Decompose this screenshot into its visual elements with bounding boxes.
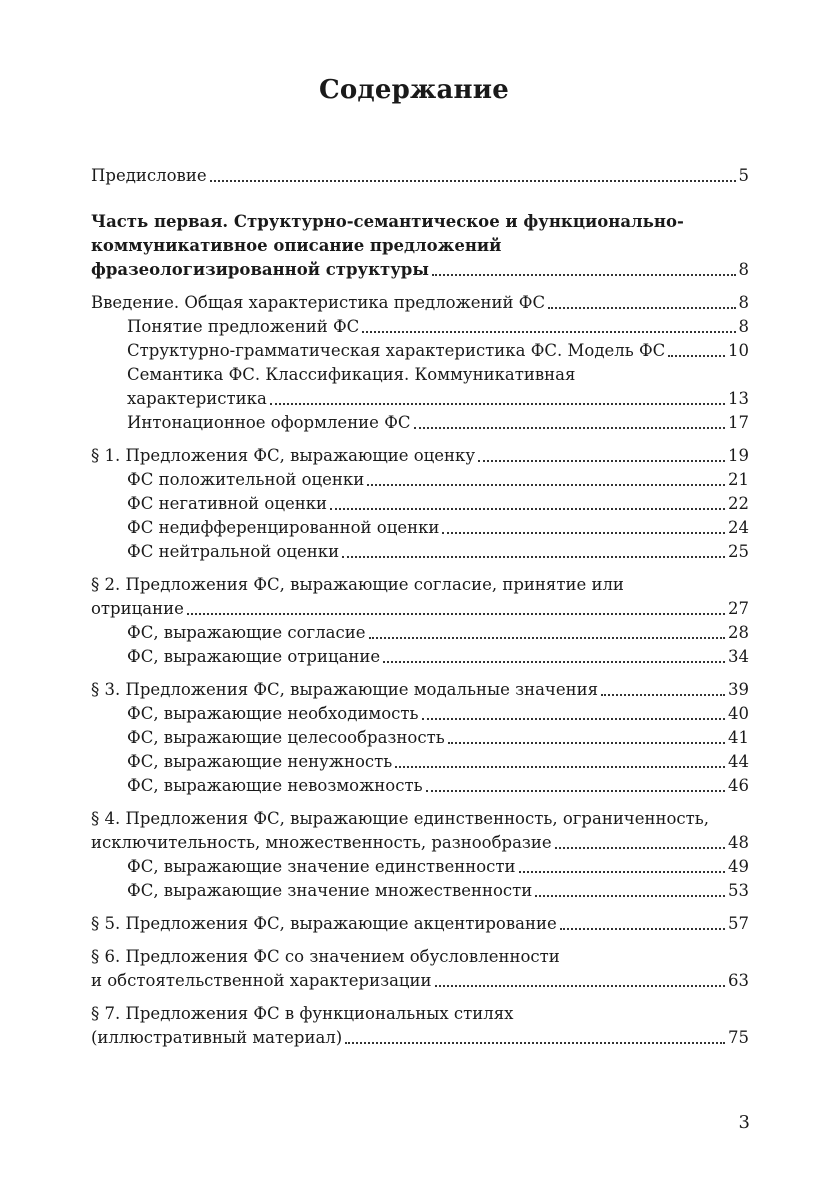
toc-subentry[interactable]	[91, 855, 749, 879]
toc-subentry[interactable]	[91, 492, 749, 516]
toc-entry-line	[91, 234, 749, 258]
toc-entry-label: отрицание	[91, 599, 184, 618]
toc-entry-line	[91, 831, 749, 855]
toc-entry-label: ФС положительной оценки	[127, 470, 365, 489]
toc-entry-page: 10	[728, 341, 749, 360]
toc-entry-section-1[interactable]	[91, 444, 749, 468]
toc-entry-line	[91, 210, 749, 234]
toc-entry-label: ФС, выражающие целесообразность	[127, 728, 445, 747]
toc-subentry[interactable]	[91, 411, 749, 435]
toc-entry-page: 13	[728, 389, 749, 408]
toc-entry-line	[91, 945, 749, 969]
toc-subentry[interactable]	[91, 750, 749, 774]
toc-entry-label: § 1. Предложения ФС, выражающие оценку	[91, 446, 476, 465]
dot-leader	[330, 508, 725, 510]
toc-entry-page: 75	[728, 1028, 749, 1047]
dot-leader	[519, 871, 725, 873]
dot-leader	[210, 180, 736, 182]
toc-entry-page: 46	[728, 776, 749, 795]
toc-entry-page: 49	[728, 857, 749, 876]
dot-leader	[362, 331, 735, 333]
toc-entry-page: 27	[728, 599, 749, 618]
toc-subentry[interactable]	[91, 315, 749, 339]
toc-entry-page: 63	[728, 971, 749, 990]
toc-entry-label: исключительность, множественность, разнообразие	[91, 833, 552, 852]
toc-entry-line	[91, 387, 749, 411]
toc-entry-line	[91, 597, 749, 621]
toc-subentry[interactable]	[91, 726, 749, 750]
toc-entry-label: § 5. Предложения ФС, выражающие акцентирование	[91, 914, 557, 933]
toc-entry-label: характеристика	[127, 389, 267, 408]
toc-entry-label: (иллюстративный материал)	[91, 1028, 343, 1047]
dot-leader	[422, 718, 725, 720]
toc-entry-label: Семантика ФС. Классификация. Коммуникативная	[127, 365, 576, 384]
toc-entry-label: Введение. Общая характеристика предложений ФС	[91, 293, 546, 312]
dot-leader	[367, 484, 725, 486]
toc-entry-label: ФС, выражающие необходимость	[127, 704, 419, 723]
toc-entry-label: Понятие предложений ФС	[127, 317, 360, 336]
toc-subentry[interactable]	[91, 645, 749, 669]
toc-entry-page: 5	[738, 166, 749, 185]
toc-entry-label: ФС, выражающие значение единственности	[127, 857, 516, 876]
toc-entry-section-5[interactable]	[91, 912, 749, 936]
dot-leader	[560, 928, 725, 930]
page-title: Содержание	[318, 75, 510, 105]
toc-entry-line	[91, 1002, 749, 1026]
toc-entry-page: 8	[738, 260, 749, 279]
page-number: 3	[738, 1112, 750, 1133]
toc-entry-page: 28	[728, 623, 749, 642]
toc-entry-section-6[interactable]	[91, 945, 749, 993]
toc-entry-line	[91, 363, 749, 387]
toc-entry-page: 19	[728, 446, 749, 465]
toc-entry-label: ФС нейтральной оценки	[127, 542, 340, 561]
toc-entry-page: 17	[728, 413, 749, 432]
toc-entry-label: ФС недифференцированной оценки	[127, 518, 440, 537]
toc-entry-label: § 3. Предложения ФС, выражающие модальные значения	[91, 680, 599, 699]
toc-entry-label: ФС, выражающие согласие	[127, 623, 366, 642]
toc-entry-label: § 7. Предложения ФС в функциональных стилях	[91, 1004, 514, 1023]
toc-entry-label: фразеологизированной структуры	[91, 260, 429, 279]
toc-entry-page: 34	[728, 647, 749, 666]
dot-leader	[668, 355, 725, 357]
toc-entry-label: и обстоятельственной характеризации	[91, 971, 432, 990]
toc-entry-label: § 6. Предложения ФС со значением обусловленности	[91, 947, 560, 966]
dot-leader	[187, 613, 725, 615]
toc-entry-label: Предисловие	[91, 166, 207, 185]
toc-part-one[interactable]	[91, 210, 749, 282]
toc-subentry[interactable]	[91, 339, 749, 363]
dot-leader	[369, 637, 725, 639]
dot-leader	[345, 1042, 725, 1044]
toc-entry-label: коммуникативное описание предложений	[91, 236, 502, 255]
toc-entry-page: 48	[728, 833, 749, 852]
dot-leader	[414, 427, 725, 429]
toc-subentry[interactable]	[91, 774, 749, 798]
dot-leader	[435, 985, 725, 987]
toc-entry-label: ФС, выражающие ненужность	[127, 752, 393, 771]
toc-entry-label: § 2. Предложения ФС, выражающие согласие, принятие или	[91, 575, 624, 594]
dot-leader	[548, 307, 735, 309]
toc-entry-page: 39	[728, 680, 749, 699]
toc-subentry[interactable]	[91, 879, 749, 903]
dot-leader	[601, 694, 725, 696]
toc-entry-page: 22	[728, 494, 749, 513]
toc-entry-page: 8	[738, 293, 749, 312]
toc-subentry[interactable]	[91, 702, 749, 726]
toc-entry-page: 24	[728, 518, 749, 537]
toc-entry-line	[91, 1026, 749, 1050]
toc-entry-section-3[interactable]	[91, 678, 749, 702]
toc-entry-line	[91, 573, 749, 597]
toc-entry-label: Часть первая. Структурно-семантическое и функционально-	[91, 212, 684, 231]
dot-leader	[395, 766, 725, 768]
toc-entry-page: 25	[728, 542, 749, 561]
toc-entry-label: ФС, выражающие значение множественности	[127, 881, 533, 900]
dot-leader	[342, 556, 725, 558]
toc-entry-introduction[interactable]	[91, 291, 749, 315]
toc-entry-line	[91, 807, 749, 831]
dot-leader	[432, 274, 736, 276]
toc-entry-label: Структурно-грамматическая характеристика ФС. Модель ФС	[127, 341, 666, 360]
toc-subentry[interactable]	[91, 540, 749, 564]
toc-entry-page: 21	[728, 470, 749, 489]
dot-leader	[448, 742, 725, 744]
dot-leader	[383, 661, 725, 663]
toc-subentry[interactable]	[91, 621, 749, 645]
toc-subentry[interactable]	[91, 363, 749, 411]
toc-entry-line	[91, 258, 749, 282]
dot-leader	[555, 847, 725, 849]
toc-entry-label: ФС негативной оценки	[127, 494, 328, 513]
toc-entry-page: 40	[728, 704, 749, 723]
toc-entry-label: ФС, выражающие отрицание	[127, 647, 381, 666]
toc-entry-label: ФС, выражающие невозможность	[127, 776, 423, 795]
dot-leader	[478, 460, 725, 462]
toc-entry-section-4[interactable]	[91, 807, 749, 855]
toc-entry-line	[91, 969, 749, 993]
toc-entry-section-7[interactable]	[91, 1002, 749, 1050]
toc-entry-section-2[interactable]	[91, 573, 749, 621]
toc-entry-page: 44	[728, 752, 749, 771]
toc-subentry[interactable]	[91, 468, 749, 492]
dot-leader	[270, 403, 725, 405]
dot-leader	[426, 790, 725, 792]
toc-subentry[interactable]	[91, 516, 749, 540]
table-of-contents	[91, 164, 749, 1050]
dot-leader	[442, 532, 725, 534]
dot-leader	[535, 895, 725, 897]
toc-entry-page: 53	[728, 881, 749, 900]
toc-entry-page: 8	[738, 317, 749, 336]
toc-entry-label: § 4. Предложения ФС, выражающие единственность, ограниченность,	[91, 809, 710, 828]
toc-entry-preface[interactable]	[91, 164, 749, 188]
toc-entry-label: Интонационное оформление ФС	[127, 413, 411, 432]
toc-entry-page: 41	[728, 728, 749, 747]
toc-entry-page: 57	[728, 914, 749, 933]
